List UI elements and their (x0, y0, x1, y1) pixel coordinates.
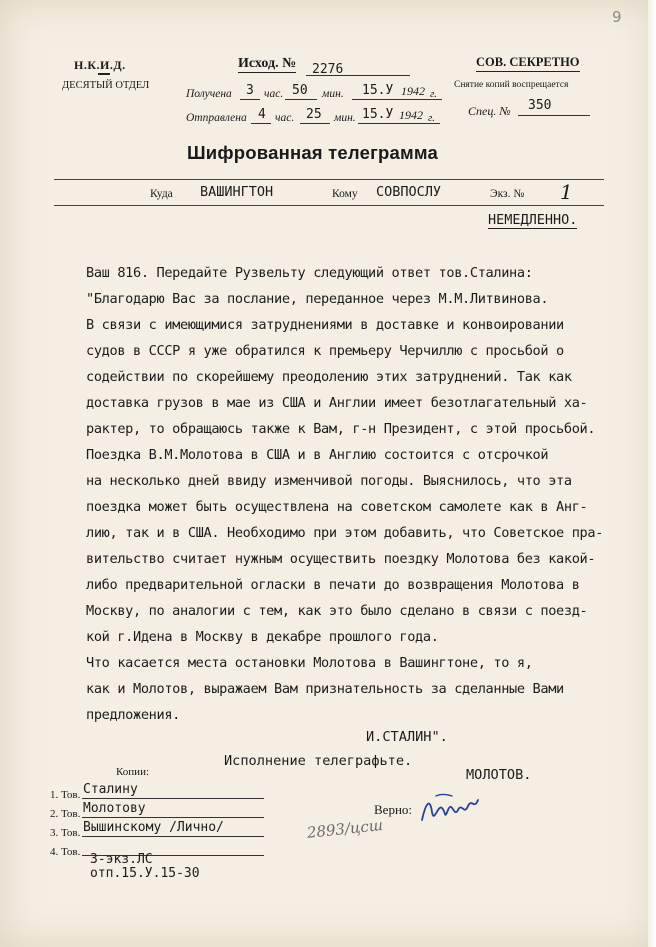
body-line: рактер, то обращаюсь также к Вам, г-н Президент, с этой просьбой. (86, 421, 596, 437)
department-name: ДЕСЯТЫЙ ОТДЕЛ (62, 80, 150, 91)
outgoing-label: Исход. № (238, 56, 297, 71)
copy-row-line (82, 798, 264, 799)
body-line: В связи с имеющимися затруднениями в доставке и конвоировании (86, 317, 564, 333)
received-hour-line (240, 99, 260, 100)
whom-value: СОВПОСЛУ (376, 184, 442, 200)
copy-row-number: 3. Тов. (50, 827, 81, 839)
copy-recipient: Молотову (83, 801, 146, 816)
received-minute-unit: мин. (322, 88, 344, 100)
special-label: Спец. № (468, 104, 511, 118)
received-minute-line (285, 99, 317, 100)
whom-label: Кому (332, 188, 358, 200)
received-date: 15.У (362, 83, 394, 98)
verified-signature-mark (418, 790, 482, 830)
to-label: Куда (150, 188, 173, 200)
sent-minute: 25 (306, 107, 322, 122)
outgoing-number-line (306, 75, 410, 76)
sent-year: 1942 (399, 108, 423, 122)
copy-notice: Снятие копий воспрещается (454, 80, 569, 90)
received-hour: 3 (246, 83, 254, 98)
copy-number-value: 1 (560, 180, 573, 204)
received-year-suffix: г. (430, 88, 437, 100)
signature-stalin: И.СТАЛИН". (366, 729, 448, 745)
sent-minute-unit: мин. (334, 112, 356, 124)
copy-row-line (82, 817, 264, 818)
body-line: судов в СССР я уже обратился к премьеру Черчиллю с просьбой о (86, 343, 564, 359)
sent-date: 15.У (362, 107, 394, 122)
body-line: поездка может быть осуществлена на советском самолете как в Анг- (86, 499, 588, 515)
sent-hour-line (251, 123, 271, 124)
copy-row-4 (50, 842, 80, 860)
document-title: Шифрованная телеграмма (187, 142, 438, 163)
received-date-line (352, 99, 442, 100)
body-line: либо предварительной огласки в печати до возвращения Молотова в (86, 577, 580, 593)
copy-row-1 (50, 782, 138, 803)
body-line: Москву, по аналогии с тем, как это было сделано в связи с поезд- (86, 603, 588, 619)
routing-bottom-rule (54, 205, 604, 206)
body-line: содействии по скорейшему преодолению этих затруднений. Так как (86, 369, 572, 385)
routing-top-rule (54, 179, 604, 180)
org-name: Н.К.И.Д. (74, 58, 126, 72)
copy-row-number: 2. Тов. (50, 808, 81, 820)
body-line: вительство считает нужным осуществить поездку Молотова без какой- (86, 551, 596, 567)
footer-copies-count: 3-экз.ЛС (90, 852, 153, 867)
received-year: 1942 (401, 84, 425, 98)
footer-dispatch-stamp: отп.15.У.15-30 (90, 866, 200, 881)
sent-label: Отправлена (186, 112, 247, 124)
received-label: Получена (186, 88, 232, 100)
signature-molotov: МОЛОТОВ. (466, 767, 532, 783)
copy-row-number: 4. Тов. (50, 846, 81, 858)
body-line: предложения. (86, 707, 181, 723)
urgency-marker: НЕМЕДЛЕННО. (488, 212, 578, 228)
classification-stamp: СОВ. СЕКРЕТНО (476, 55, 580, 72)
copy-row-line (82, 836, 264, 837)
sent-minute-line (300, 123, 330, 124)
body-line: как и Молотов, выражаем Вам признательность за сделанные Вами (86, 681, 564, 697)
body-line: Ваш 816. Передайте Рузвельту следующий ответ тов.Сталина: (86, 265, 533, 281)
sent-year-suffix: г. (428, 112, 435, 124)
body-line: лию, так и в США. Необходимо при этом добавить, что Советское пра- (86, 525, 604, 541)
special-number-line (518, 115, 590, 116)
body-line: доставка грузов в мае из США и Англии имеет безотлагательный ха- (86, 395, 588, 411)
body-line: на несколько дней ввиду изменчивой погоды. Выяснилось, что эта (86, 473, 572, 489)
sent-hour: 4 (258, 107, 266, 122)
execution-note: Исполнение телеграфьте. (224, 753, 413, 769)
handwritten-registration-number: 2893/цсш (306, 816, 384, 842)
copy-recipient: Сталину (83, 782, 138, 797)
received-hour-unit: час. (264, 88, 284, 100)
body-line: кой г.Идена в Москву в декабре прошлого года. (86, 629, 439, 645)
page-number: 9 (612, 8, 622, 26)
copies-label: Копии: (116, 766, 150, 778)
copy-row-number: 1. Тов. (50, 789, 81, 801)
outgoing-number: 2276 (312, 62, 344, 77)
body-line: Что касается места остановки Молотова в Вашингтоне, то я, (86, 655, 533, 671)
received-minute: 50 (292, 83, 308, 98)
to-value: ВАШИНГТОН (200, 184, 274, 200)
verified-label: Верно: (374, 802, 413, 817)
body-line: "Благодарю Вас за послание, переданное через М.М.Литвинова. (86, 291, 549, 307)
body-line: Поездка В.М.Молотова в США и в Англию состоится с отсрочкой (86, 447, 549, 463)
copy-row-3 (50, 820, 224, 841)
copy-row-2 (50, 801, 146, 822)
sent-hour-unit: час. (275, 112, 295, 124)
org-dash (98, 73, 110, 75)
copy-number-label: Экз. № (490, 188, 525, 200)
copy-recipient: Вышинскому /Лично/ (83, 820, 224, 835)
special-number: 350 (528, 98, 552, 113)
